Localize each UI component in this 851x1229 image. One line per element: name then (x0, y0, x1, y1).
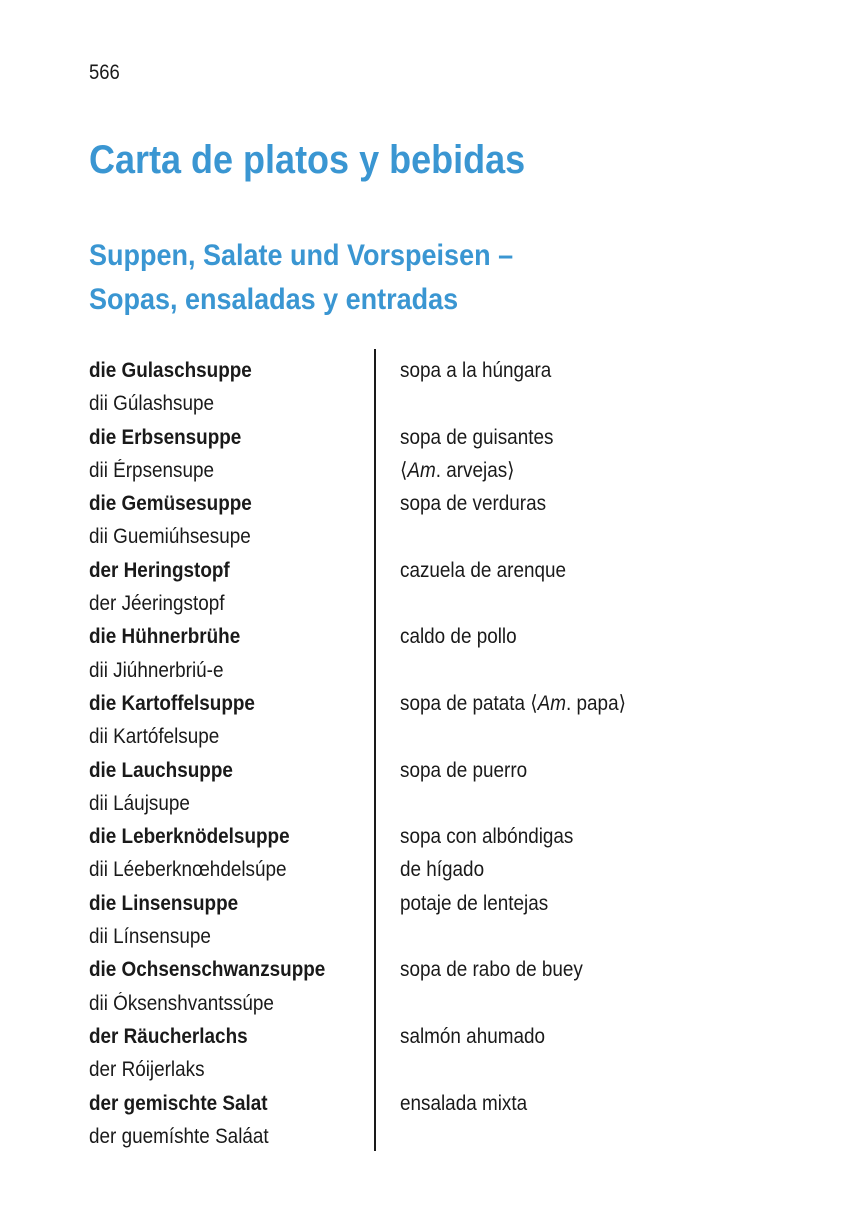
pronunciation: der Jéeringstopf (89, 592, 225, 616)
spanish-translation: potaje de lentejas (400, 891, 549, 915)
spanish-translation-cont: ⟨Am. arvejas⟩ (400, 458, 515, 482)
german-term: der Heringstopf (89, 558, 230, 582)
vocab-entry (89, 887, 789, 954)
pronunciation: der guemíshte Saláat (89, 1124, 269, 1148)
spanish-translation: sopa a la húngara (400, 359, 552, 382)
pronunciation: dii Óksenshvantssúpe (89, 991, 274, 1015)
section-heading-spanish: Sopas, ensaladas y entradas (89, 283, 459, 316)
vocab-entry (89, 687, 789, 754)
vocab-entry (89, 421, 789, 488)
spanish-translation: salmón ahumado (400, 1024, 545, 1048)
german-term: die Leberknödelsuppe (89, 825, 290, 849)
spanish-translation: caldo de pollo (400, 625, 517, 649)
german-term: die Hühnerbrühe (89, 625, 241, 649)
pronunciation: dii Láujsupe (89, 791, 190, 815)
pronunciation: dii Guemiúhsesupe (89, 525, 251, 549)
page-number: 566 (89, 61, 120, 84)
vocab-entry (89, 554, 789, 621)
spanish-translation: ensalada mixta (400, 1091, 528, 1115)
vocab-entry (89, 953, 789, 1020)
spanish-translation: sopa de verduras (400, 492, 547, 516)
german-term: die Ochsenschwanzsuppe (89, 958, 326, 982)
vocab-entry (89, 354, 789, 421)
pronunciation: dii Línsensupe (89, 925, 211, 949)
pronunciation: dii Jiúhnerbriú-e (89, 658, 224, 682)
german-term: die Gemüsesuppe (89, 492, 252, 516)
german-term: die Linsensuppe (89, 891, 239, 915)
spanish-translation: cazuela de arenque (400, 558, 567, 582)
vocab-entry (89, 487, 789, 554)
german-term: die Kartoffelsuppe (89, 691, 255, 715)
pronunciation: dii Kartófelsupe (89, 725, 220, 749)
pronunciation: dii Érpsensupe (89, 458, 215, 482)
german-term: die Gulaschsuppe (89, 359, 252, 382)
german-term: der Räucherlachs (89, 1024, 248, 1048)
spanish-translation: sopa de puerro (400, 758, 528, 782)
spanish-translation: sopa con albóndigas (400, 825, 574, 849)
pronunciation: dii Léeberknœhdelsúpe (89, 858, 287, 882)
spanish-translation: sopa de patata ⟨Am. papa⟩ (400, 691, 626, 715)
page-title: Carta de platos y bebidas (89, 138, 526, 182)
spanish-translation: sopa de guisantes (400, 425, 554, 449)
spanish-translation: sopa de rabo de buey (400, 958, 583, 982)
vocab-entry (89, 620, 789, 687)
german-term: die Lauchsuppe (89, 758, 233, 782)
pronunciation: der Róijerlaks (89, 1058, 205, 1082)
vocab-entry (89, 820, 789, 887)
section-heading-german: Suppen, Salate und Vorspeisen – (89, 239, 514, 272)
german-term: die Erbsensuppe (89, 425, 242, 449)
vocab-entry (89, 1020, 789, 1087)
vocab-entry (89, 1087, 789, 1154)
vocab-entry (89, 754, 789, 821)
vocabulary-list (89, 354, 789, 1153)
section-heading (89, 234, 513, 322)
spanish-translation-cont: de hígado (400, 858, 485, 882)
pronunciation: dii Gúlashsupe (89, 392, 215, 416)
german-term: der gemischte Salat (89, 1091, 268, 1115)
